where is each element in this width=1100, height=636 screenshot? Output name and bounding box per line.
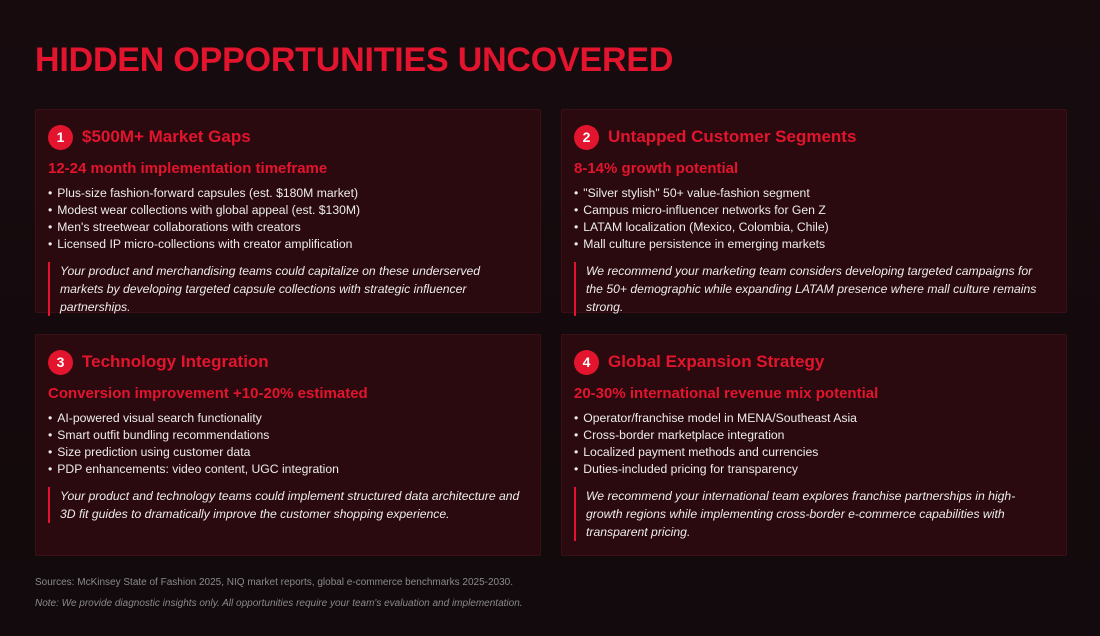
number-badge: 3 (48, 350, 73, 375)
bullet-list (574, 185, 1054, 253)
card-title: $500M+ Market Gaps (82, 127, 251, 146)
recommendation-quote: Your product and technology teams could implement structured data architecture and 3D fit guides to dramatically improve the customer shopping experience. (48, 487, 528, 523)
page-title: HIDDEN OPPORTUNITIES UNCOVERED (35, 41, 674, 79)
opportunity-card-customer-segments (561, 109, 1067, 313)
list-item: • Size prediction using customer data (48, 444, 528, 461)
card-title: Untapped Customer Segments (608, 127, 857, 146)
number-badge: 2 (574, 125, 599, 150)
list-item: • Modest wear collections with global appeal (est. $130M) (48, 202, 528, 219)
number-badge: 1 (48, 125, 73, 150)
recommendation-quote: Your product and merchandising teams could capitalize on these underserved markets by developing targeted capsule collections with strategic influencer partnerships. (48, 262, 528, 316)
card-header (574, 124, 1054, 150)
list-item: • Licensed IP micro-collections with creator amplification (48, 236, 528, 253)
bullet-list (48, 410, 528, 478)
card-title: Global Expansion Strategy (608, 352, 825, 371)
number-badge: 4 (574, 350, 599, 375)
card-header (48, 349, 528, 375)
list-item: • Cross-border marketplace integration (574, 427, 1054, 444)
list-item: • "Silver stylish" 50+ value-fashion segment (574, 185, 1054, 202)
list-item: • Mall culture persistence in emerging markets (574, 236, 1054, 253)
list-item: • Localized payment methods and currencies (574, 444, 1054, 461)
recommendation-quote: We recommend your marketing team considers developing targeted campaigns for the 50+ demographic while expanding LATAM presence where mall culture remains strong. (574, 262, 1054, 316)
list-item: • PDP enhancements: video content, UGC integration (48, 461, 528, 478)
card-subtitle: 8-14% growth potential (574, 160, 739, 177)
bullet-list (48, 185, 528, 253)
list-item: • LATAM localization (Mexico, Colombia, Chile) (574, 219, 1054, 236)
card-title: Technology Integration (82, 352, 269, 371)
list-item: • Smart outfit bundling recommendations (48, 427, 528, 444)
list-item: • Men's streetwear collaborations with creators (48, 219, 528, 236)
disclaimer-note: Note: We provide diagnostic insights only. All opportunities require your team's evaluation and implementation. (35, 598, 523, 609)
list-item: • AI-powered visual search functionality (48, 410, 528, 427)
list-item: • Duties-included pricing for transparency (574, 461, 1054, 478)
opportunity-card-technology (35, 334, 541, 556)
opportunity-card-market-gaps (35, 109, 541, 313)
list-item: • Campus micro-influencer networks for Gen Z (574, 202, 1054, 219)
card-subtitle: 12-24 month implementation timeframe (48, 160, 328, 177)
recommendation-quote: We recommend your international team explores franchise partnerships in high-growth regions while implementing cross-border e-commerce capabilities with transparent pricing. (574, 487, 1054, 541)
card-header (574, 349, 1054, 375)
list-item: • Operator/franchise model in MENA/Southeast Asia (574, 410, 1054, 427)
bullet-list (574, 410, 1054, 478)
list-item: • Plus-size fashion-forward capsules (est. $180M market) (48, 185, 528, 202)
card-header (48, 124, 528, 150)
card-subtitle: Conversion improvement +10-20% estimated (48, 385, 368, 402)
card-subtitle: 20-30% international revenue mix potential (574, 385, 879, 402)
opportunity-card-global-expansion (561, 334, 1067, 556)
sources-footnote: Sources: McKinsey State of Fashion 2025, NIQ market reports, global e-commerce benchmarks 2025-2030. (35, 577, 514, 588)
